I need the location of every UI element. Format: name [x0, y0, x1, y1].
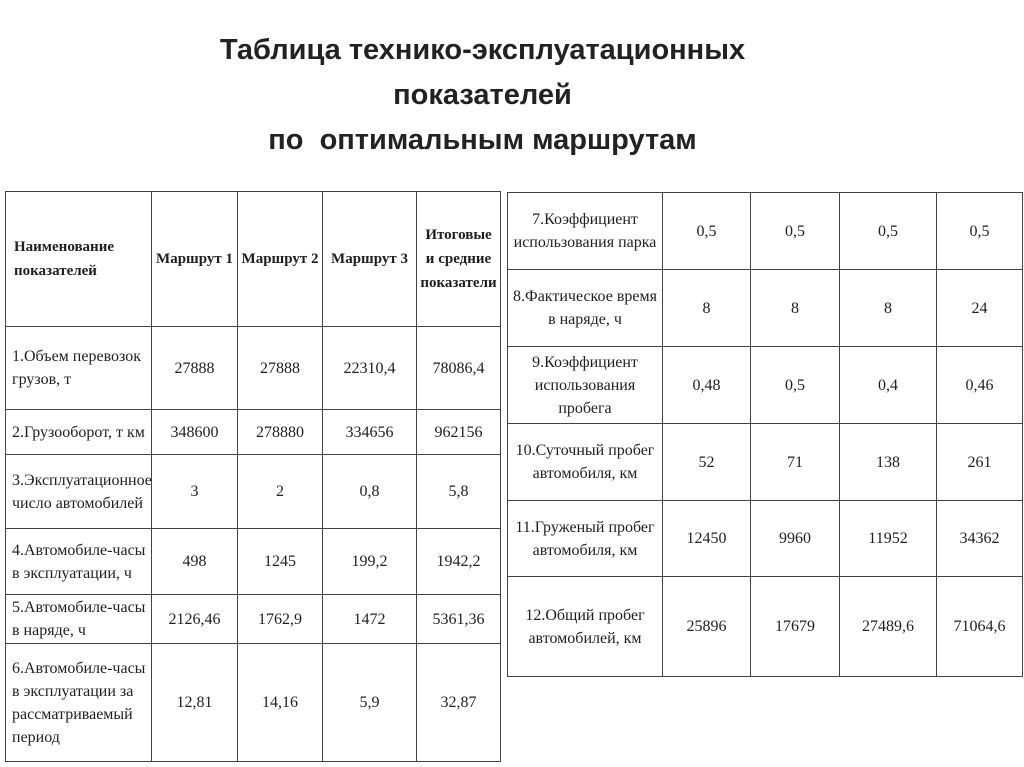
header-totals: Итоговые и средние показатели — [417, 192, 501, 327]
cell-route-2: 1762,9 — [238, 595, 323, 644]
cell-route-3: 138 — [840, 424, 937, 501]
cell-total: 78086,4 — [417, 327, 501, 410]
title-line-3: по оптимальным маршрутам — [268, 124, 697, 156]
header-route-3: Маршрут 3 — [323, 192, 417, 327]
cell-route-3: 0,4 — [840, 347, 937, 424]
row-label: 7.Коэффициент использования парка — [508, 193, 663, 270]
cell-route-3: 0,5 — [840, 193, 937, 270]
indicators-table-left — [5, 191, 501, 762]
table-header-row — [6, 192, 501, 327]
cell-route-1: 0,5 — [663, 193, 751, 270]
cell-route-1: 498 — [152, 529, 238, 595]
row-label: 10.Суточный пробег автомобиля, км — [508, 424, 663, 501]
row-label: 6.Автомобиле-часы в эксплуатации за рассматриваемый период — [6, 644, 152, 762]
cell-total: 24 — [937, 270, 1023, 347]
page-title — [0, 28, 965, 163]
cell-route-3: 22310,4 — [323, 327, 417, 410]
table-row — [6, 644, 501, 762]
table-row — [6, 529, 501, 595]
cell-route-1: 12,81 — [152, 644, 238, 762]
cell-total: 5361,36 — [417, 595, 501, 644]
header-route-1: Маршрут 1 — [152, 192, 238, 327]
cell-route-2: 278880 — [238, 410, 323, 455]
cell-route-1: 8 — [663, 270, 751, 347]
table-row — [6, 455, 501, 529]
cell-total: 0,5 — [937, 193, 1023, 270]
cell-route-2: 1245 — [238, 529, 323, 595]
row-label: 4.Автомобиле-часы в эксплуатации, ч — [6, 529, 152, 595]
cell-route-1: 2126,46 — [152, 595, 238, 644]
cell-total: 962156 — [417, 410, 501, 455]
cell-route-1: 348600 — [152, 410, 238, 455]
header-route-2: Маршрут 2 — [238, 192, 323, 327]
table-row — [508, 347, 1023, 424]
cell-route-2: 17679 — [751, 577, 840, 677]
row-label: 11.Груженый пробег автомобиля, км — [508, 501, 663, 577]
cell-route-2: 71 — [751, 424, 840, 501]
table-row — [6, 327, 501, 410]
cell-route-1: 3 — [152, 455, 238, 529]
title-line-2: показателей — [393, 79, 572, 111]
cell-total: 261 — [937, 424, 1023, 501]
cell-route-3: 199,2 — [323, 529, 417, 595]
row-label: 12.Общий пробег автомобилей, км — [508, 577, 663, 677]
cell-total: 1942,2 — [417, 529, 501, 595]
cell-route-3: 11952 — [840, 501, 937, 577]
cell-route-3: 5,9 — [323, 644, 417, 762]
table-row — [508, 577, 1023, 677]
cell-route-2: 2 — [238, 455, 323, 529]
cell-route-3: 1472 — [323, 595, 417, 644]
table-row — [6, 595, 501, 644]
table-row — [508, 424, 1023, 501]
table-row — [508, 501, 1023, 577]
cell-total: 32,87 — [417, 644, 501, 762]
title-line-1: Таблица технико-эксплуатационных — [219, 34, 746, 66]
row-label: 5.Автомобиле-часы в наряде, ч — [6, 595, 152, 644]
cell-route-2: 0,5 — [751, 193, 840, 270]
cell-route-1: 12450 — [663, 501, 751, 577]
table-row — [508, 193, 1023, 270]
cell-route-1: 0,48 — [663, 347, 751, 424]
cell-route-1: 27888 — [152, 327, 238, 410]
cell-route-3: 334656 — [323, 410, 417, 455]
cell-route-1: 52 — [663, 424, 751, 501]
cell-route-1: 25896 — [663, 577, 751, 677]
row-label: 1.Объем перевозок грузов, т — [6, 327, 152, 410]
cell-total: 71064,6 — [937, 577, 1023, 677]
cell-route-2: 9960 — [751, 501, 840, 577]
cell-route-2: 14,16 — [238, 644, 323, 762]
cell-route-2: 0,5 — [751, 347, 840, 424]
cell-total: 34362 — [937, 501, 1023, 577]
cell-route-2: 27888 — [238, 327, 323, 410]
cell-route-3: 8 — [840, 270, 937, 347]
row-label: 9.Коэффициент использования пробега — [508, 347, 663, 424]
table-row — [6, 410, 501, 455]
row-label: 3.Эксплуатационное число автомобилей — [6, 455, 152, 529]
row-label: 8.Фактическое время в наряде, ч — [508, 270, 663, 347]
cell-total: 5,8 — [417, 455, 501, 529]
header-indicator-name: Наименование показателей — [6, 192, 152, 327]
cell-route-3: 0,8 — [323, 455, 417, 529]
cell-route-2: 8 — [751, 270, 840, 347]
table-row — [508, 270, 1023, 347]
row-label: 2.Грузооборот, т км — [6, 410, 152, 455]
indicators-table-right — [507, 192, 1023, 677]
cell-total: 0,46 — [937, 347, 1023, 424]
cell-route-3: 27489,6 — [840, 577, 937, 677]
